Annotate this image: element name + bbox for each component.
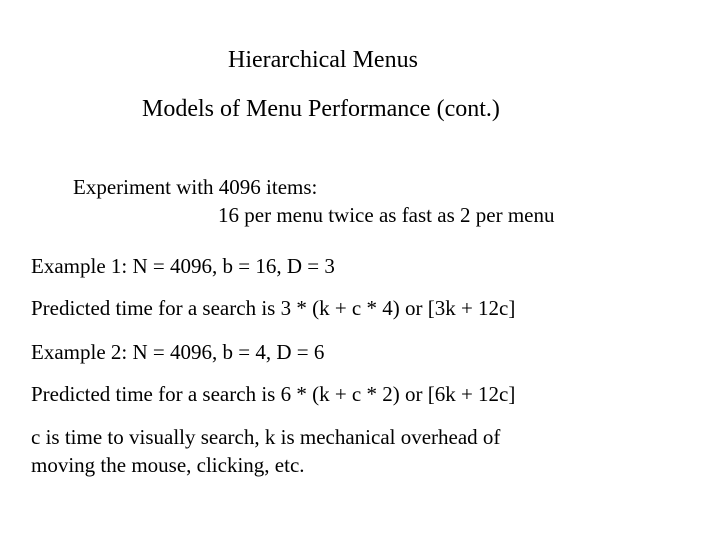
experiment-result: 16 per menu twice as fast as 2 per menu <box>218 203 555 227</box>
experiment-heading: Experiment with 4096 items: <box>73 175 318 199</box>
example-2: Example 2: N = 4096, b = 4, D = 6 <box>31 340 325 364</box>
note-line-2: moving the mouse, clicking, etc. <box>31 453 305 477</box>
prediction-1: Predicted time for a search is 3 * (k + c * 4) or [3k + 12c] <box>31 296 516 320</box>
slide-title: Hierarchical Menus <box>228 47 418 73</box>
example-1: Example 1: N = 4096, b = 16, D = 3 <box>31 254 335 278</box>
note-line-1: c is time to visually search, k is mechanical overhead of <box>31 425 501 449</box>
prediction-2: Predicted time for a search is 6 * (k + c * 2) or [6k + 12c] <box>31 382 516 406</box>
slide-subtitle: Models of Menu Performance (cont.) <box>142 96 500 122</box>
